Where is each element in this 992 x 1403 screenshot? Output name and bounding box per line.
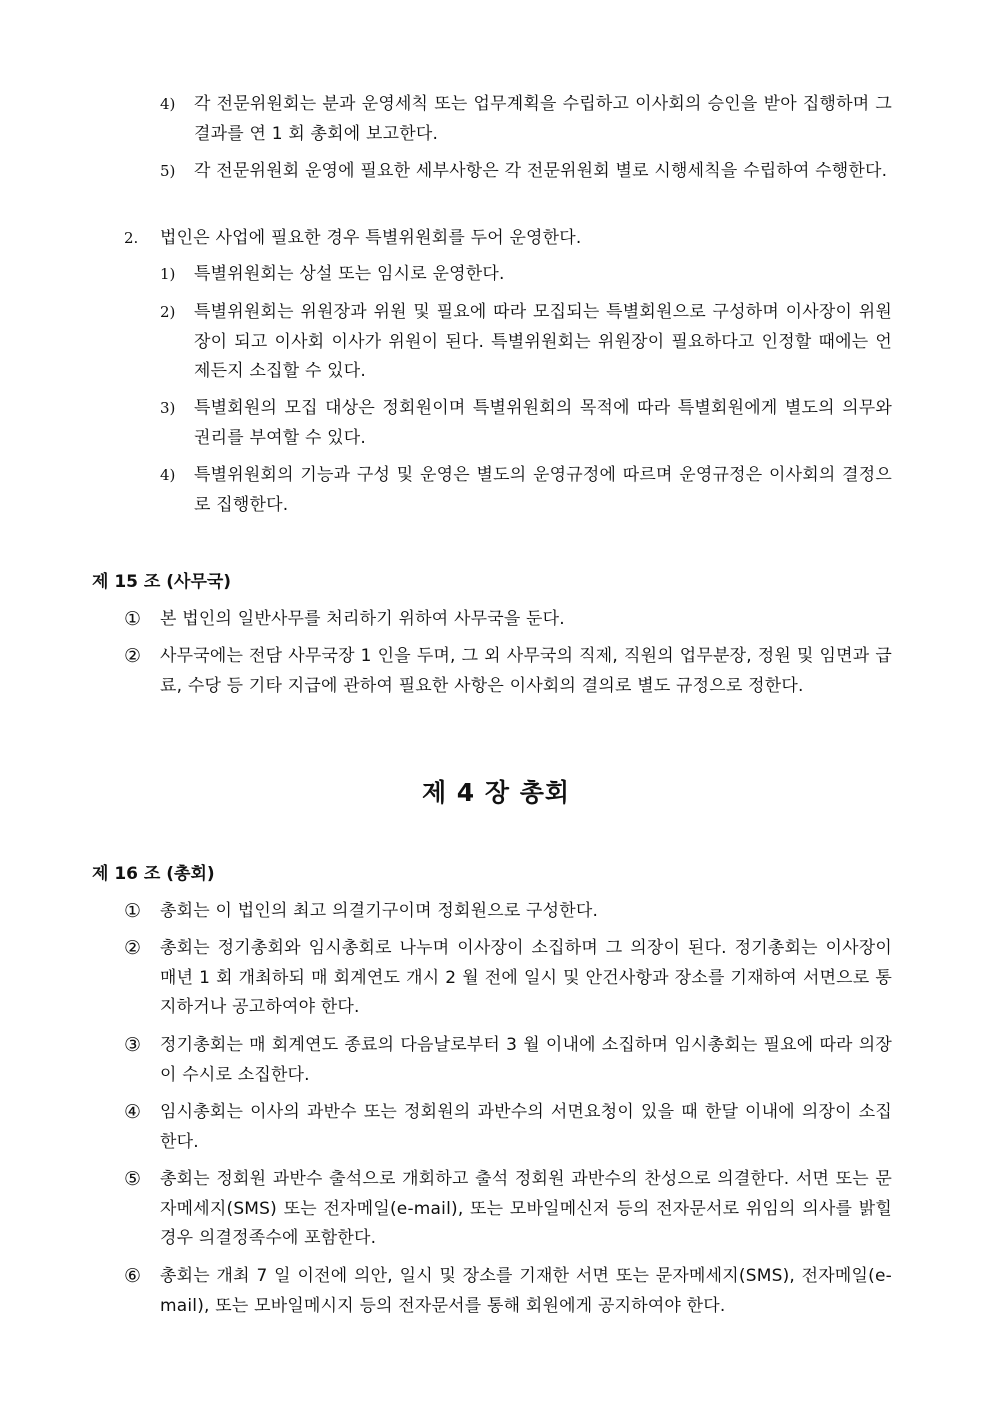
list-item [160,90,892,149]
clause-text: 정기총회는 매 회계연도 종료의 다음날로부터 3 월 이내에 소집하며 임시총회는 필요에 따라 의장이 수시로 소집한다. [160,1035,892,1085]
clause-number: ③ [124,1034,142,1056]
clause-item [124,1098,892,1157]
clause-number: ④ [124,1101,142,1123]
clause-text: 본 법인의 일반사무를 처리하기 위하여 사무국을 둔다. [160,609,565,629]
item-marker: 2) [160,303,176,321]
article-heading: 제 15 조 (사무국) [92,572,232,592]
clause-text: 총회는 개최 7 일 이전에 의안, 일시 및 장소를 기재한 서면 또는 문자메세지(SMS), 전자메일(e-mail), 또는 모바일메시지 등의 전자문서를 통해 회원에게 공지하여야 한다. [160,1266,892,1316]
clause-number: ① [124,900,142,922]
clause-item [124,642,892,701]
item-marker: 4) [160,466,176,484]
clause-item [124,897,892,927]
item-marker: 4) [160,95,176,113]
clause-text: 총회는 정기총회와 임시총회로 나누며 이사장이 소집하며 그 의장이 된다. 정기총회는 이사장이 매년 1 회 개최하되 매 회계연도 개시 2 월 전에 일시 및 안건사항과 장소를 기재하여 서면으로 통지하거나 공고하여야 한다. [160,938,892,1017]
item-marker: 1) [160,265,176,283]
clause-text: 총회는 이 법인의 최고 의결기구이며 정회원으로 구성한다. [160,901,599,921]
list-item [124,224,892,254]
item-text: 특별위원회는 위원장과 위원 및 필요에 따라 모집되는 특별회원으로 구성하며 이사장이 위원장이 되고 이사회 이사가 위원이 된다. 특별위원회는 위원장이 필요하다고 인정할 때에는 언제든지 소집할 수 있다. [194,302,892,381]
clause-text: 총회는 정회원 과반수 출석으로 개회하고 출석 정회원 과반수의 찬성으로 의결한다. 서면 또는 문자메세지(SMS) 또는 전자메일(e-mail), 또는 모바일메신저 등의 전자문서로 위임의 의사를 밝힐 경우 의결정족수에 포함한다. [160,1169,892,1248]
clause-number: ⑥ [124,1265,142,1287]
clause-number: ① [124,608,142,630]
list-item [160,298,892,387]
item-marker: 5) [160,162,176,180]
item-text: 각 전문위원회는 분과 운영세칙 또는 업무계획을 수립하고 이사회의 승인을 받아 집행하며 그 결과를 연 1 회 총회에 보고한다. [194,94,892,144]
list-item [160,260,892,290]
item-text: 특별위원회의 기능과 구성 및 운영은 별도의 운영규정에 따르며 운영규정은 이사회의 결정으로 집행한다. [194,465,892,515]
clause-item [124,1262,892,1321]
clause-number: ② [124,937,142,959]
item-marker: 2. [124,229,139,247]
clause-text: 임시총회는 이사의 과반수 또는 정회원의 과반수의 서면요청이 있을 때 한달 이내에 의장이 소집한다. [160,1102,892,1152]
clause-item [124,605,892,635]
chapter-title: 제 4 장 총회 [421,778,571,807]
clause-number: ② [124,645,142,667]
clause-item [124,934,892,1023]
list-item [160,394,892,453]
clause-number: ⑤ [124,1168,142,1190]
article-heading: 제 16 조 (총회) [92,864,215,884]
item-text: 각 전문위원회 운영에 필요한 세부사항은 각 전문위원회 별로 시행세칙을 수립하여 수행한다. [194,161,888,181]
clause-text: 사무국에는 전담 사무국장 1 인을 두며, 그 외 사무국의 직제, 직원의 업무분장, 정원 및 임면과 급료, 수당 등 기타 지급에 관하여 필요한 사항은 이사회의 결의로 별도 규정으로 정한다. [160,646,892,696]
item-text: 특별위원회는 상설 또는 임시로 운영한다. [194,264,505,284]
list-item [160,461,892,520]
item-text: 법인은 사업에 필요한 경우 특별위원회를 두어 운영한다. [160,228,582,248]
item-marker: 3) [160,399,176,417]
list-item [160,157,892,187]
clause-item [124,1165,892,1254]
item-text: 특별회원의 모집 대상은 정회원이며 특별위원회의 목적에 따라 특별회원에게 별도의 의무와 권리를 부여할 수 있다. [194,398,892,448]
clause-item [124,1031,892,1090]
